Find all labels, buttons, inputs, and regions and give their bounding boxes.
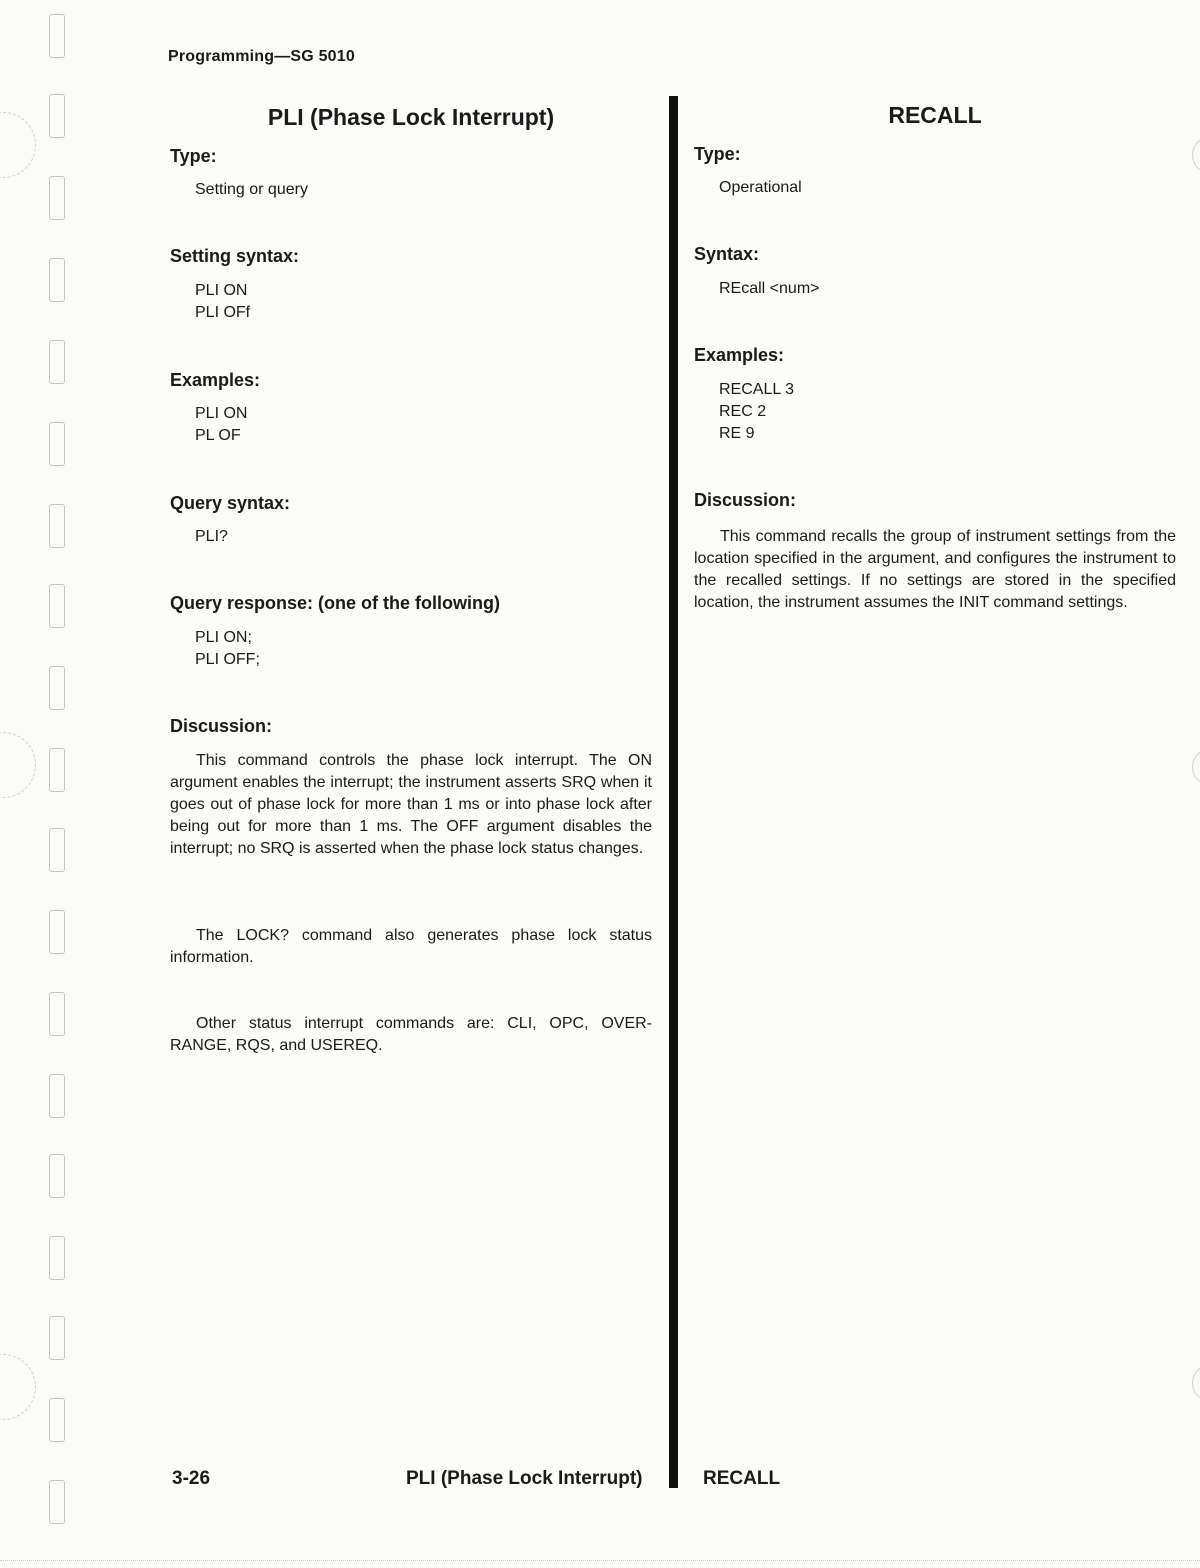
binder-hole <box>49 340 65 384</box>
type-value: Setting or query <box>195 181 308 198</box>
section-title: PLI (Phase Lock Interrupt) <box>267 104 555 130</box>
binder-ring <box>0 732 36 798</box>
binder-ring <box>1192 750 1200 784</box>
discussion-paragraph: This command controls the phase lock interrupt. The ON argument enables the interrupt; the instrument asserts SRQ when it goes out of phase lock for more than 1 ms or into phase lock after being out for more than 1 ms. The OFF argument disables the interrupt; no SRQ is asserted when the phase lock status changes. <box>170 752 652 857</box>
query-syntax-line: PLI? <box>195 528 228 545</box>
type-heading: Type: <box>170 146 217 166</box>
query-syntax-heading: Query syntax: <box>170 493 291 513</box>
examples-heading: Examples: <box>694 345 785 365</box>
binder-hole <box>49 14 65 58</box>
binder-hole <box>49 422 65 466</box>
page-number: 3-26 <box>172 1468 211 1489</box>
binder-ring <box>0 1354 36 1420</box>
binder-hole <box>49 1398 65 1442</box>
example-line: RE 9 <box>719 425 755 442</box>
type-value: Operational <box>719 179 802 196</box>
syntax-line: PLI ON <box>195 282 248 299</box>
footer-right-title: RECALL <box>703 1468 781 1489</box>
example-line: REC 2 <box>719 403 767 420</box>
footer-left-title: PLI (Phase Lock Interrupt) <box>406 1468 643 1489</box>
binder-hole <box>49 176 65 220</box>
binder-hole <box>49 1316 65 1360</box>
discussion-paragraph: This command recalls the group of instrument settings from the location specified in the argument, and configures the instrument to the recalled settings. If no settings are stored in the specified location, the instrument assumes the INIT command settings. <box>694 528 1176 611</box>
binder-hole <box>49 504 65 548</box>
query-response-heading: Query response: (one of the following) <box>170 593 501 613</box>
setting-syntax-heading: Setting syntax: <box>170 246 300 266</box>
example-line: RECALL 3 <box>719 381 794 398</box>
binder-hole <box>49 1480 65 1524</box>
syntax-line: PLI OFf <box>195 304 251 321</box>
binder-hole <box>49 94 65 138</box>
binder-hole <box>49 666 65 710</box>
binder-hole <box>49 584 65 628</box>
section-title: RECALL <box>888 102 982 128</box>
page-edge <box>0 1560 1200 1561</box>
binder-hole <box>49 1236 65 1280</box>
column-divider <box>669 96 678 1488</box>
binder-hole <box>49 992 65 1036</box>
type-heading: Type: <box>694 144 741 164</box>
query-response-line: PLI ON; <box>195 629 252 646</box>
example-line: PLI ON <box>195 405 248 422</box>
discussion-paragraph: The LOCK? command also generates phase lock status information. <box>170 927 652 966</box>
query-response-line: PLI OFF; <box>195 651 260 668</box>
binder-ring <box>1192 138 1200 172</box>
binder-ring <box>0 112 36 178</box>
syntax-line: REcall <num> <box>719 280 820 297</box>
binder-hole <box>49 1074 65 1118</box>
binder-hole <box>49 258 65 302</box>
syntax-heading: Syntax: <box>694 244 760 264</box>
example-line: PL OF <box>195 427 241 444</box>
binder-hole <box>49 748 65 792</box>
binder-hole <box>49 828 65 872</box>
running-head: Programming—SG 5010 <box>168 48 355 65</box>
binder-ring <box>1192 1366 1200 1400</box>
binder-hole <box>49 1154 65 1198</box>
discussion-paragraph: Other status interrupt commands are: CLI, OPC, OVER-RANGE, RQS, and USEREQ. <box>170 1015 652 1054</box>
discussion-heading: Discussion: <box>170 716 273 736</box>
binder-hole <box>49 910 65 954</box>
discussion-heading: Discussion: <box>694 490 797 510</box>
examples-heading: Examples: <box>170 370 261 390</box>
